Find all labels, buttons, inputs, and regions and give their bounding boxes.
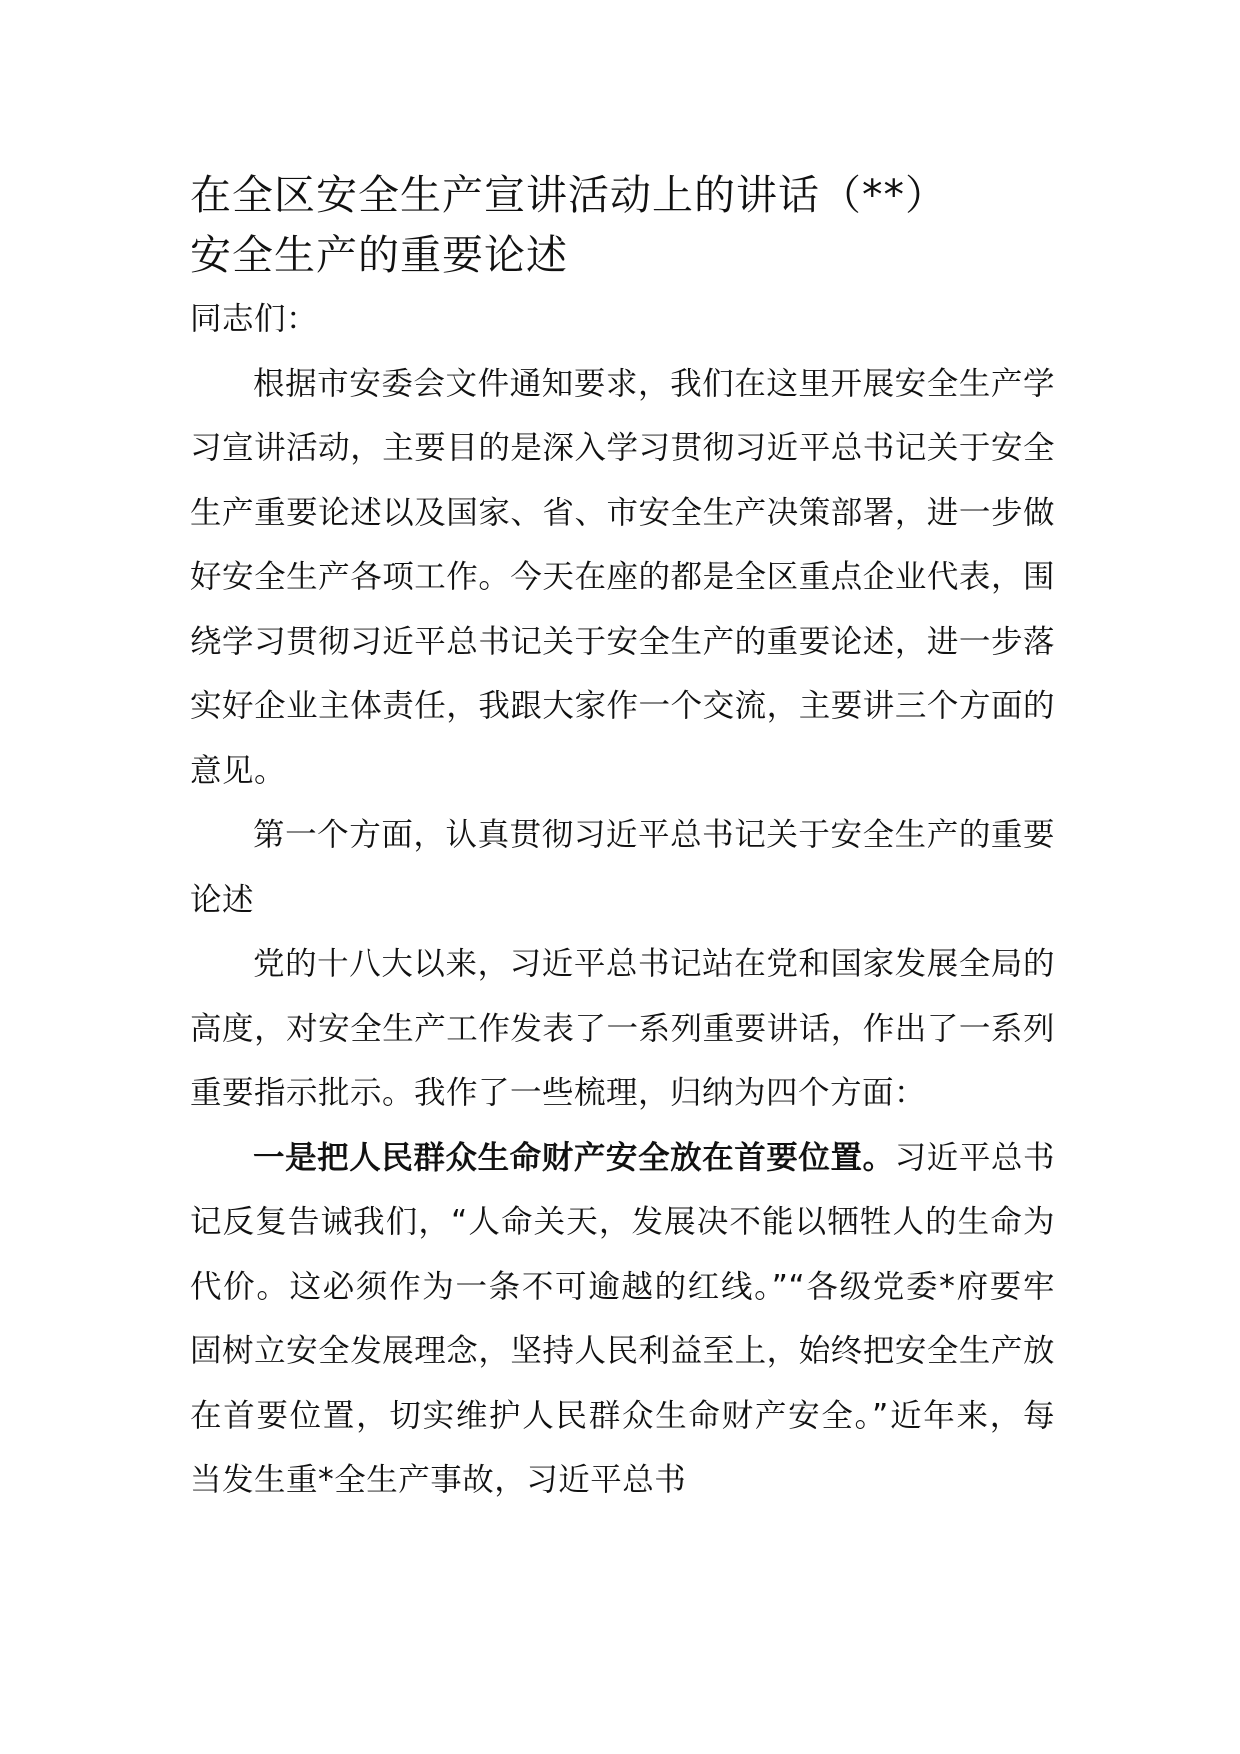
point-1-text: 习近平总书记反复告诫我们，“人命关天，发展决不能以牺牲人的生命为代价。这必须作为一条不可逾越的红线。”“各级党委*府要牢固树立安全发展理念，坚持人民利益至上，始终把安全生产放在首要位置，切实维护人民群众生命财产安全。”近年来，每当发生重*全生产事故，习近平总书: [190, 1139, 1055, 1498]
greeting: 同志们：: [190, 301, 319, 337]
title-line-2: 安全生产的重要论述: [190, 231, 568, 279]
document-title: [190, 165, 1055, 285]
document-content: [190, 165, 1055, 1513]
paragraph-intro: 根据市安委会文件通知要求，我们在这里开展安全生产学习宣讲活动，主要目的是深入学习贯彻习近平总书记关于安全生产重要论述以及国家、省、市安全生产决策部署，进一步做好安全生产各项工作。今天在座的都是全区重点企业代表，围绕学习贯彻习近平总书记关于安全生产的重要论述，进一步落实好企业主体责任，我跟大家作一个交流，主要讲三个方面的意见。: [190, 365, 1055, 789]
paragraph-overview: 党的十八大以来，习近平总书记站在党和国家发展全局的高度，对安全生产工作发表了一系列重要讲话，作出了一系列重要指示批示。我作了一些梳理，归纳为四个方面：: [190, 946, 1055, 1111]
paragraph-point-1: [190, 1126, 1055, 1513]
section-heading-1: 第一个方面，认真贯彻习近平总书记关于安全生产的重要论述: [190, 817, 1055, 918]
title-line-1: 在全区安全生产宣讲活动上的讲话（**）: [190, 171, 947, 219]
point-1-lead: 一是把人民群众生命财产安全放在首要位置。: [253, 1139, 895, 1176]
